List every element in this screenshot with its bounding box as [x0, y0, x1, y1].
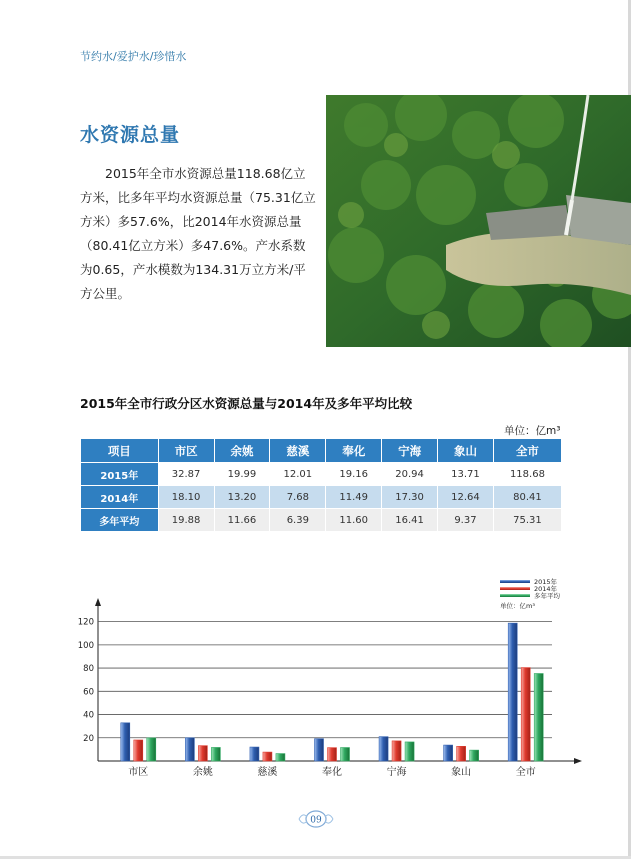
bar — [444, 745, 453, 761]
y-tick-label: 40 — [83, 710, 94, 721]
table-row — [81, 463, 561, 485]
table-cell: 6.39 — [270, 509, 325, 531]
legend-label: 2014年 — [534, 585, 558, 593]
chart-bars — [121, 623, 543, 761]
bar — [315, 739, 324, 761]
section-paragraph: 2015年全市水资源总量118.68亿立方米，比多年平均水资源总量（75.31亿立方米）多57.6%，比2014年水资源总量（80.41亿立方米）多47.6%。产水系数为0.65，产水模数为134.31万立方米/平方公里。 — [80, 166, 316, 301]
x-tick-label: 市区 — [128, 767, 149, 778]
bar — [185, 738, 194, 761]
page-number-badge — [297, 808, 335, 830]
x-tick-label: 余姚 — [192, 767, 213, 778]
bar — [121, 723, 130, 761]
table-cell: 19.99 — [215, 463, 270, 485]
table-title: 2015年全市行政分区水资源总量与2014年及多年平均比较 — [80, 396, 413, 411]
header-cell: 奉化 — [326, 439, 381, 462]
bar — [328, 748, 337, 761]
bar — [263, 752, 272, 761]
y-axis-arrow — [95, 598, 101, 606]
reservoir-photo — [326, 95, 631, 347]
bar — [341, 748, 350, 761]
table-cell: 12.64 — [438, 486, 493, 508]
row-label: 2015年 — [81, 463, 158, 485]
y-tick-label: 100 — [77, 640, 94, 651]
table-cell: 12.01 — [270, 463, 325, 485]
x-tick-label: 象山 — [451, 767, 472, 778]
table-unit: 单位：亿m³ — [504, 425, 561, 437]
table-cell: 20.94 — [382, 463, 437, 485]
table-cell: 32.87 — [159, 463, 214, 485]
reservoir-photo-illustration — [326, 95, 631, 347]
bar — [521, 668, 530, 761]
page-number: 09 — [310, 815, 322, 826]
bar — [508, 623, 517, 761]
row-label: 多年平均 — [81, 509, 158, 531]
header-cell: 余姚 — [215, 439, 270, 462]
x-tick-label: 宁海 — [386, 767, 407, 778]
table-cell: 19.16 — [326, 463, 381, 485]
legend-unit: 单位：亿m³ — [500, 602, 535, 610]
table-cell: 7.68 — [270, 486, 325, 508]
bar — [147, 738, 156, 761]
bar — [250, 747, 259, 761]
bar — [276, 754, 285, 761]
water-resource-table — [80, 438, 562, 532]
table-header-row — [81, 439, 561, 462]
bar — [457, 746, 466, 761]
table-cell: 16.41 — [382, 509, 437, 531]
x-tick-label: 奉化 — [322, 767, 342, 778]
table-cell: 75.31 — [494, 509, 561, 531]
bar — [134, 740, 143, 761]
table-cell: 13.20 — [215, 486, 270, 508]
bar — [405, 742, 414, 761]
table-cell: 11.60 — [326, 509, 381, 531]
table-cell: 118.68 — [494, 463, 561, 485]
bar — [211, 747, 220, 761]
bar — [392, 741, 401, 761]
header-cell: 象山 — [438, 439, 493, 462]
table-cell: 11.66 — [215, 509, 270, 531]
y-tick-label: 20 — [83, 733, 94, 744]
header-cell: 慈溪 — [270, 439, 325, 462]
section-title: 水资源总量 — [80, 124, 181, 146]
y-tick-label: 60 — [83, 687, 94, 698]
table-cell: 13.71 — [438, 463, 493, 485]
header-cell: 项目 — [81, 439, 158, 462]
table-cell: 18.10 — [159, 486, 214, 508]
legend-label: 2015年 — [534, 578, 558, 586]
bar-chart — [70, 572, 590, 792]
table-cell: 11.49 — [326, 486, 381, 508]
header-cell: 市区 — [159, 439, 214, 462]
header-cell: 全市 — [494, 439, 561, 462]
y-tick-label: 80 — [83, 664, 94, 675]
ornament-icon — [297, 808, 335, 830]
y-tick-label: 120 — [77, 617, 94, 628]
bar — [470, 750, 479, 761]
legend-label: 多年平均 — [534, 592, 560, 600]
bar — [534, 674, 543, 761]
table-row — [81, 509, 561, 531]
table-cell: 19.88 — [159, 509, 214, 531]
x-tick-label: 全市 — [515, 767, 536, 778]
header-cell: 宁海 — [382, 439, 437, 462]
x-axis-arrow — [574, 758, 582, 764]
table-cell: 9.37 — [438, 509, 493, 531]
bar — [198, 746, 207, 761]
running-header: 节约水/爱护水/珍惜水 — [80, 50, 187, 63]
x-tick-label: 慈溪 — [257, 767, 278, 778]
chart-labels — [78, 618, 536, 778]
table-row — [81, 486, 561, 508]
row-label: 2014年 — [81, 486, 158, 508]
table-cell: 17.30 — [382, 486, 437, 508]
table-cell: 80.41 — [494, 486, 561, 508]
bar — [379, 737, 388, 761]
